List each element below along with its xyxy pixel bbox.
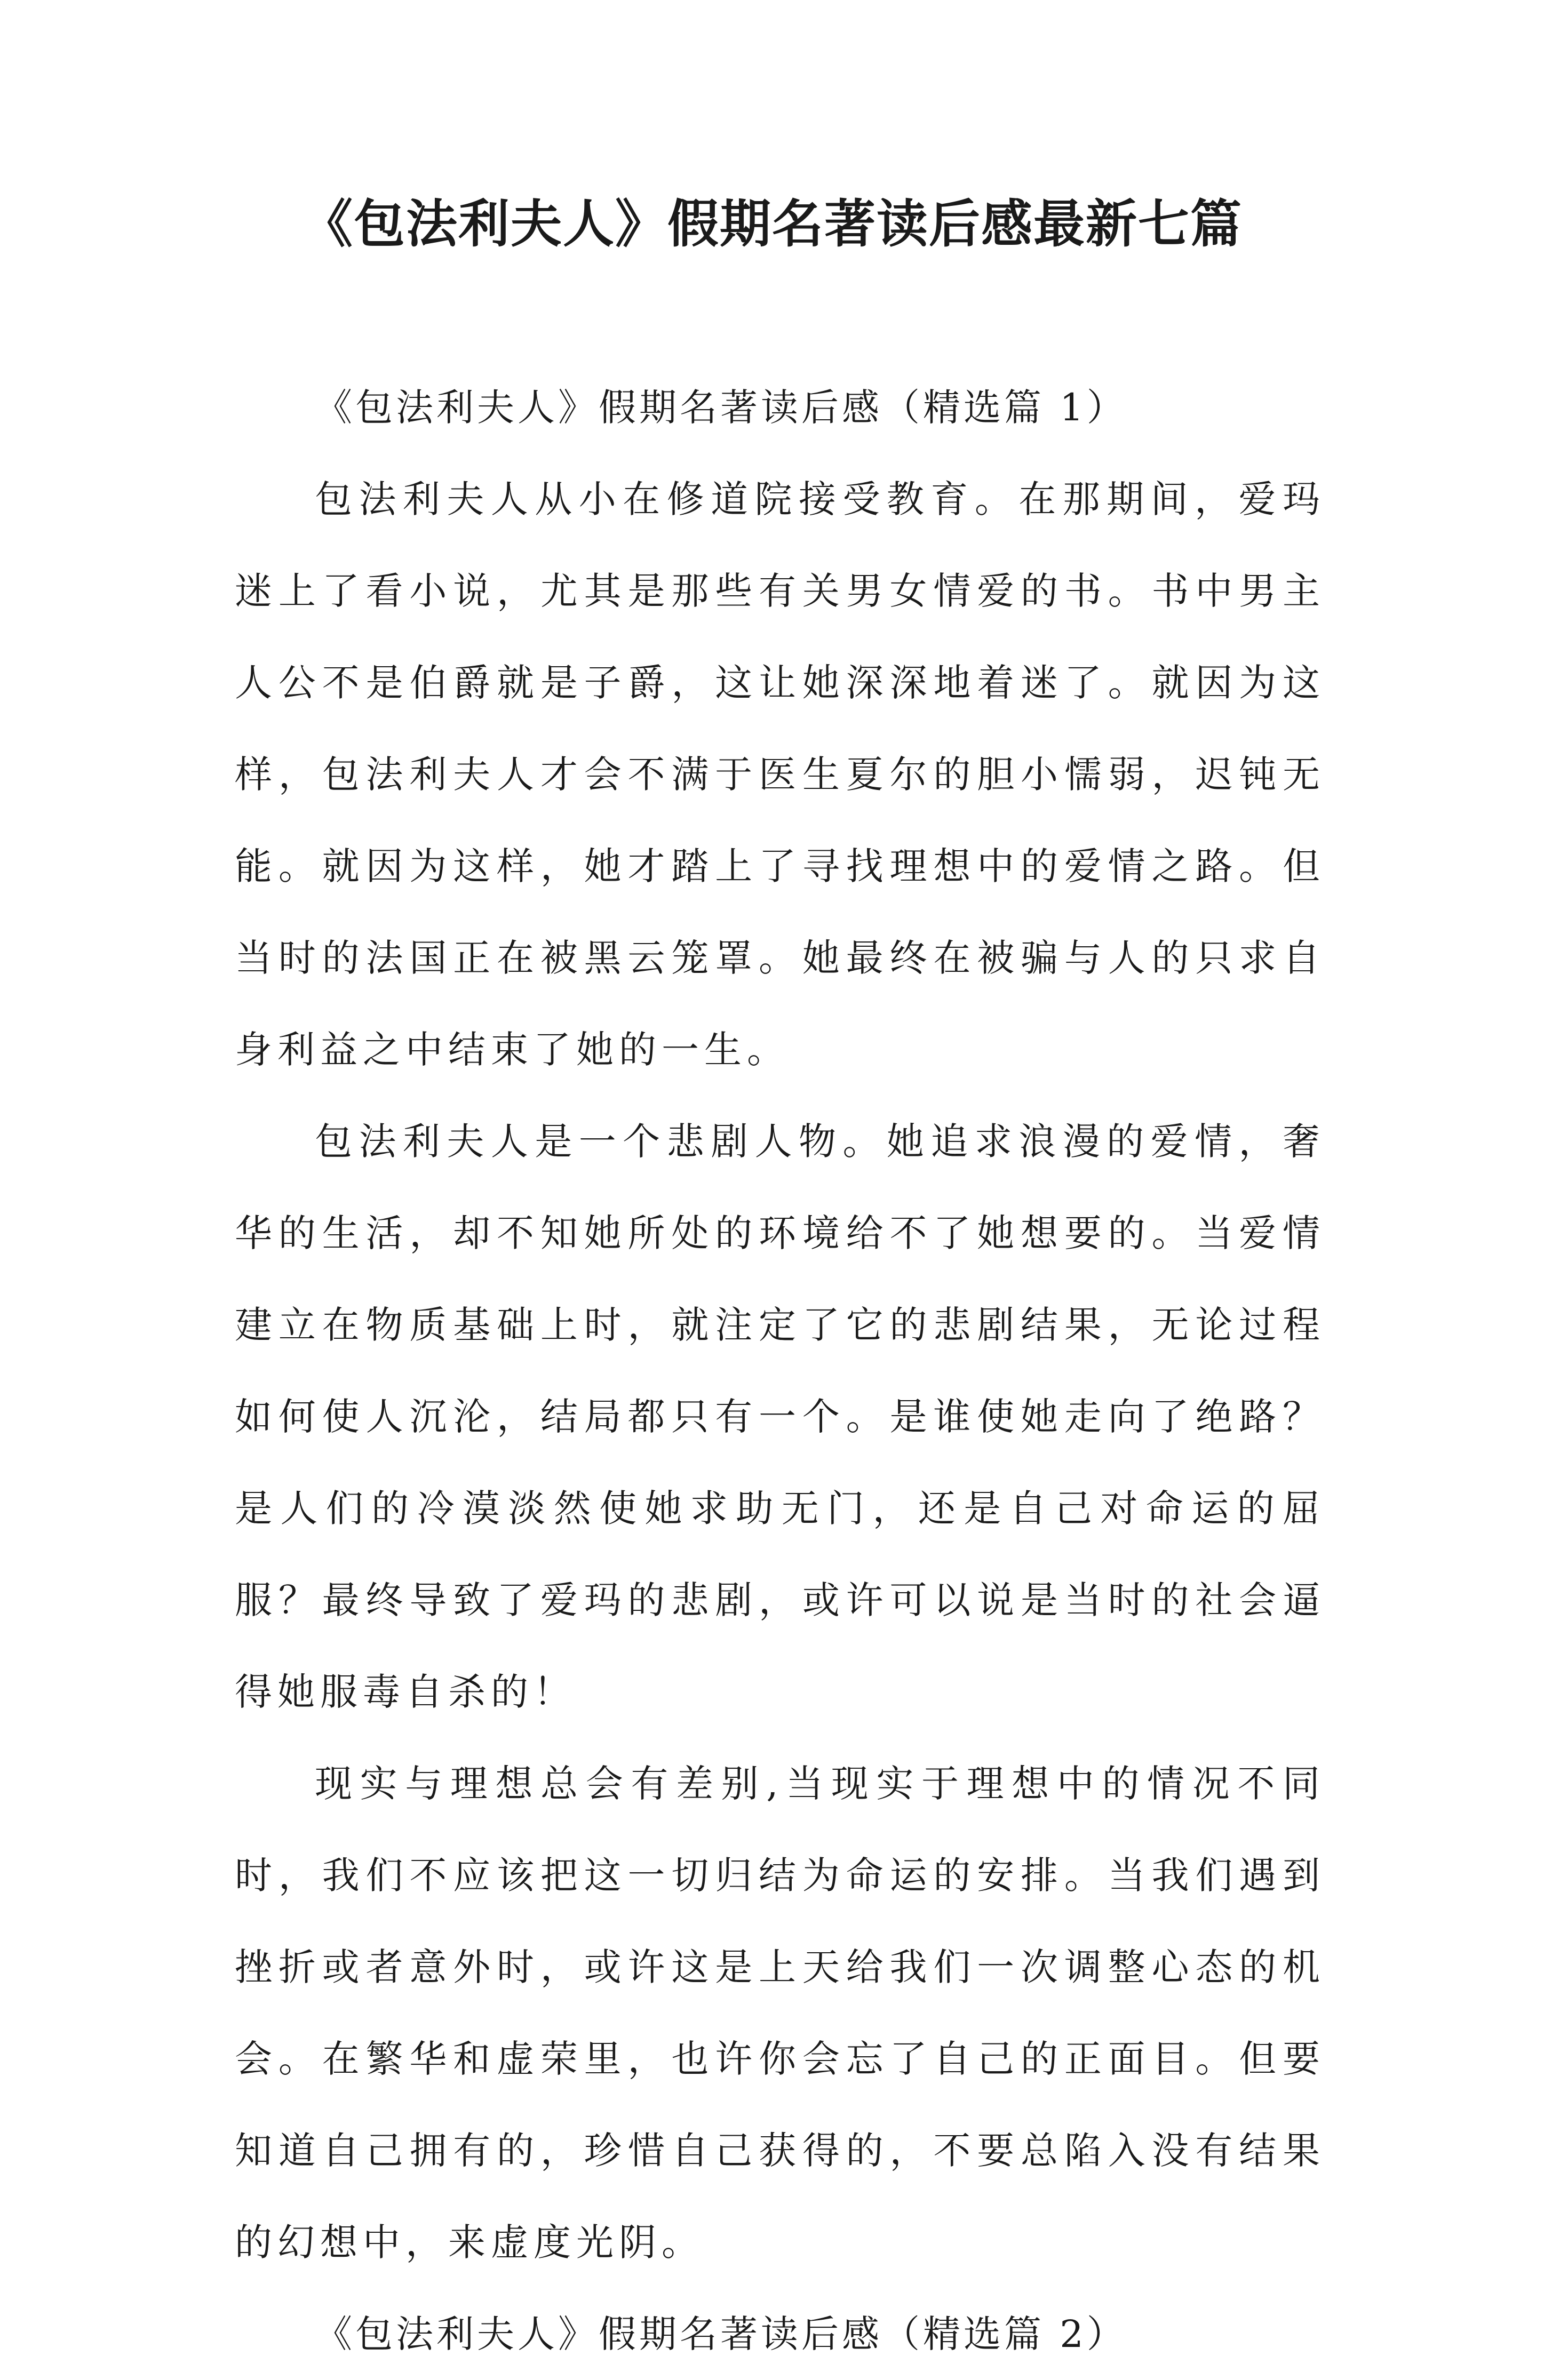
paragraph: 现实与理想总会有差别,当现实于理想中的情况不同时，我们不应该把这一切归结为命运的安排。当我们遇到挫折或者意外时，或许这是上天给我们一次调整心态的机会。在繁华和虚荣里，也许你会忘了自己的正面目。但要知道自己拥有的，珍惜自己获得的，不要总陷入没有结果的幻想中，来虚度光阴。 — [235, 1762, 1325, 2264]
paragraph: 包法利夫人是一个悲剧人物。她追求浪漫的爱情，奢华的生活，却不知她所处的环境给不了她想要的。当爱情建立在物质基础上时，就注定了它的悲剧结果，无论过程如何使人沉沦，结局都只有一个。是谁使她走向了绝路？是人们的冷漠淡然使她求助无门，还是自己对命运的屈服？最终导致了爱玛的悲剧，或许可以说是当时的社会逼得她服毒自杀的！ — [235, 1120, 1325, 1714]
document-body — [235, 362, 1325, 2380]
paragraph: 包法利夫人从小在修道院接受教育。在那期间，爱玛迷上了看小说，尤其是那些有关男女情爱的书。书中男主人公不是伯爵就是子爵，这让她深深地着迷了。就因为这样，包法利夫人才会不满于医生夏尔的胆小懦弱，迟钝无能。就因为这样，她才踏上了寻找理想中的爱情之路。但当时的法国正在被黑云笼罩。她最终在被骗与人的只求自身利益之中结束了她的一生。 — [235, 477, 1325, 1072]
section-heading: 《包法利夫人》假期名著读后感（精选篇 1） — [315, 386, 1127, 429]
document-title: 《包法利夫人》假期名著读后感最新七篇 — [301, 194, 1243, 254]
section-heading: 《包法利夫人》假期名著读后感（精选篇 2） — [315, 2312, 1127, 2356]
